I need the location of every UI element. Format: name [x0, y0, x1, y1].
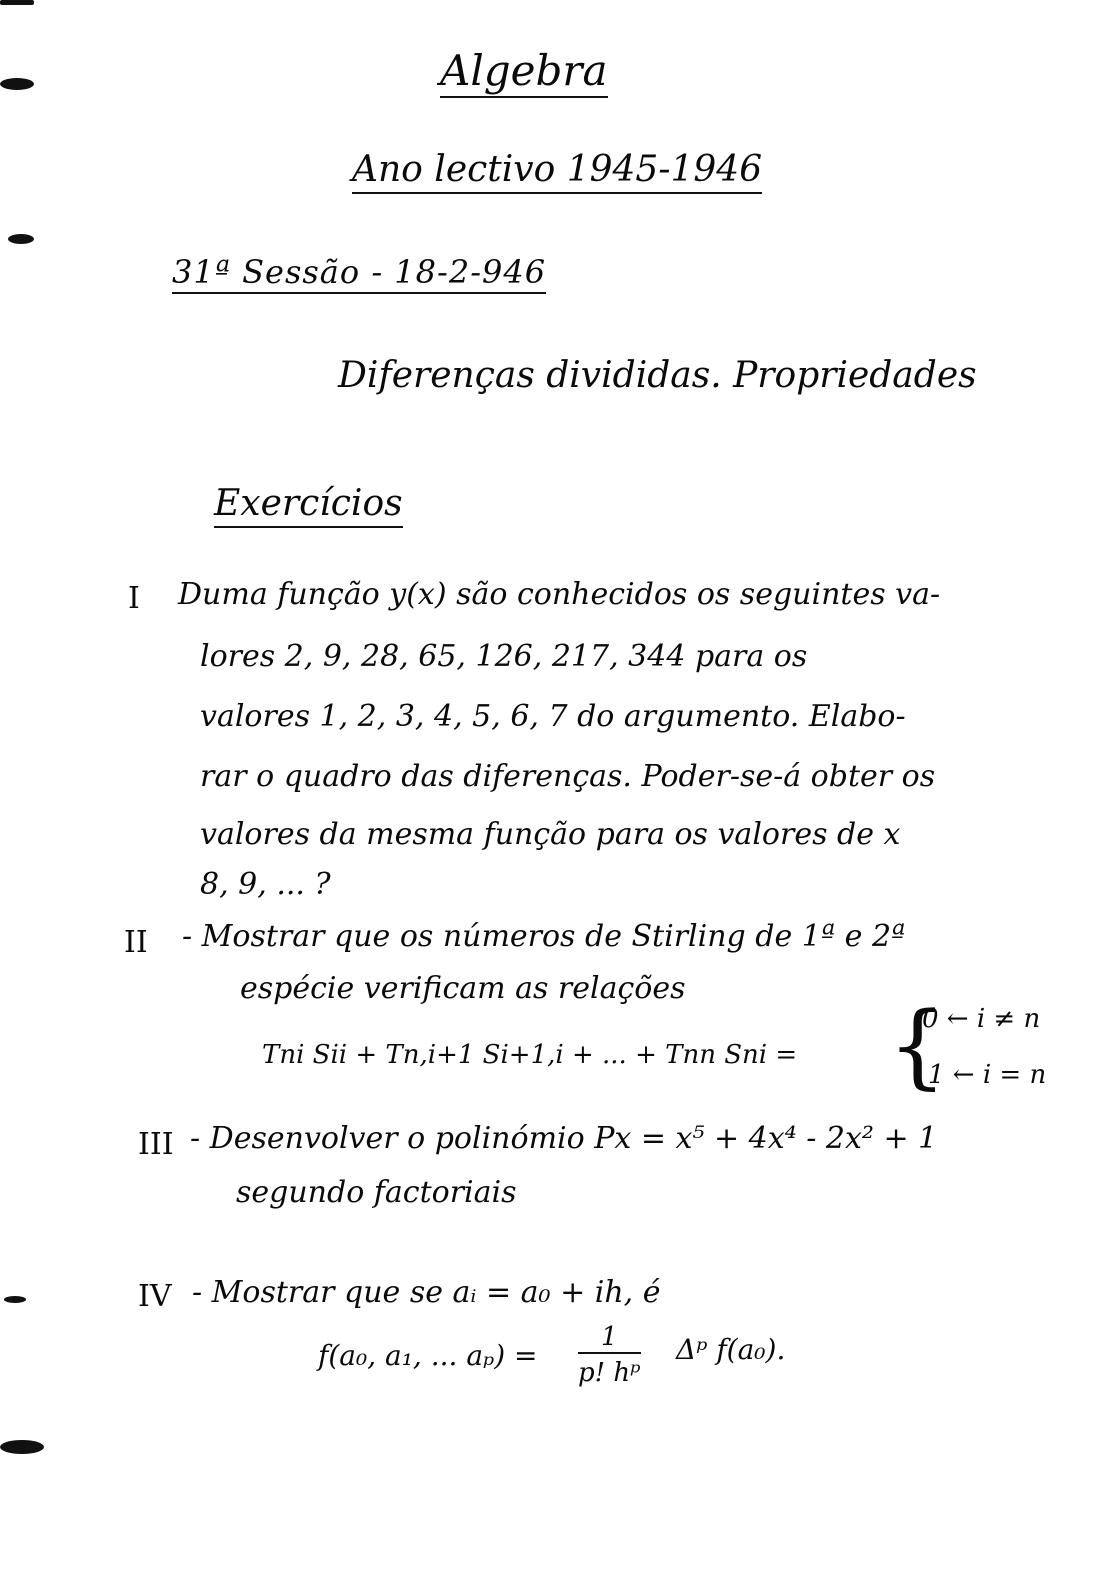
- scan-mark-4: [0, 1440, 44, 1454]
- document-title: Algebra: [440, 50, 608, 98]
- exercise-3-line-2: segundo factoriais: [236, 1175, 517, 1210]
- fraction-one-over-p-factorial-h-p: [578, 1322, 641, 1388]
- exercise-3-number: III: [138, 1127, 174, 1162]
- finite-difference-rhs: Δᵖ f(a₀).: [676, 1333, 786, 1366]
- exercise-1-line-2: lores 2, 9, 28, 65, 126, 217, 344 para os: [200, 639, 808, 674]
- scan-mark-3: [4, 1296, 26, 1303]
- session-topic: Diferenças divididas. Propriedades: [338, 355, 977, 396]
- exercises-heading: Exercícios: [214, 486, 403, 528]
- fraction-numerator: 1: [578, 1322, 641, 1354]
- scan-mark-2: [8, 234, 34, 244]
- exercise-1-line-1: Duma função y(x) são conhecidos os seguintes va-: [178, 577, 941, 612]
- exercise-2-number: II: [124, 925, 148, 960]
- exercise-1-line-6: 8, 9, ... ?: [200, 867, 331, 902]
- exercise-4-number: IV: [138, 1279, 172, 1314]
- exercise-1-number: I: [128, 581, 140, 616]
- cases-brace: {: [888, 992, 947, 1099]
- exercise-1-line-4: rar o quadro das diferenças. Poder-se-á obter os: [200, 759, 936, 794]
- exercise-2-line-1: - Mostrar que os números de Stirling de 1ª e 2ª: [182, 919, 906, 954]
- scan-mark-top: [0, 0, 34, 5]
- exercise-4-line-1: - Mostrar que se aᵢ = a₀ + ih, é: [192, 1275, 661, 1310]
- divided-difference-lhs: f(a₀, a₁, ... aₚ) =: [318, 1339, 538, 1372]
- case-i-eq-n: 1 ← i = n: [928, 1060, 1047, 1090]
- session-date: 31ª Sessão - 18-2-946: [172, 256, 546, 294]
- exercise-2-line-2: espécie verificam as relações: [240, 971, 686, 1006]
- scan-mark-1: [0, 78, 34, 90]
- exercise-3-line-1: - Desenvolver o polinómio Px = x⁵ + 4x⁴ - 2x² + 1: [190, 1121, 938, 1156]
- stirling-relation: Tni Sii + Tn,i+1 Si+1,i + ... + Tnn Sni =: [262, 1040, 798, 1070]
- case-i-neq-n: 0 ← i ≠ n: [922, 1004, 1041, 1034]
- exercise-1-line-3: valores 1, 2, 3, 4, 5, 6, 7 do argumento. Elabo-: [200, 699, 906, 734]
- academic-year: Ano lectivo 1945-1946: [352, 152, 762, 194]
- exercise-1-line-5: valores da mesma função para os valores de x: [200, 817, 901, 852]
- fraction-denominator: p! hᵖ: [578, 1358, 641, 1388]
